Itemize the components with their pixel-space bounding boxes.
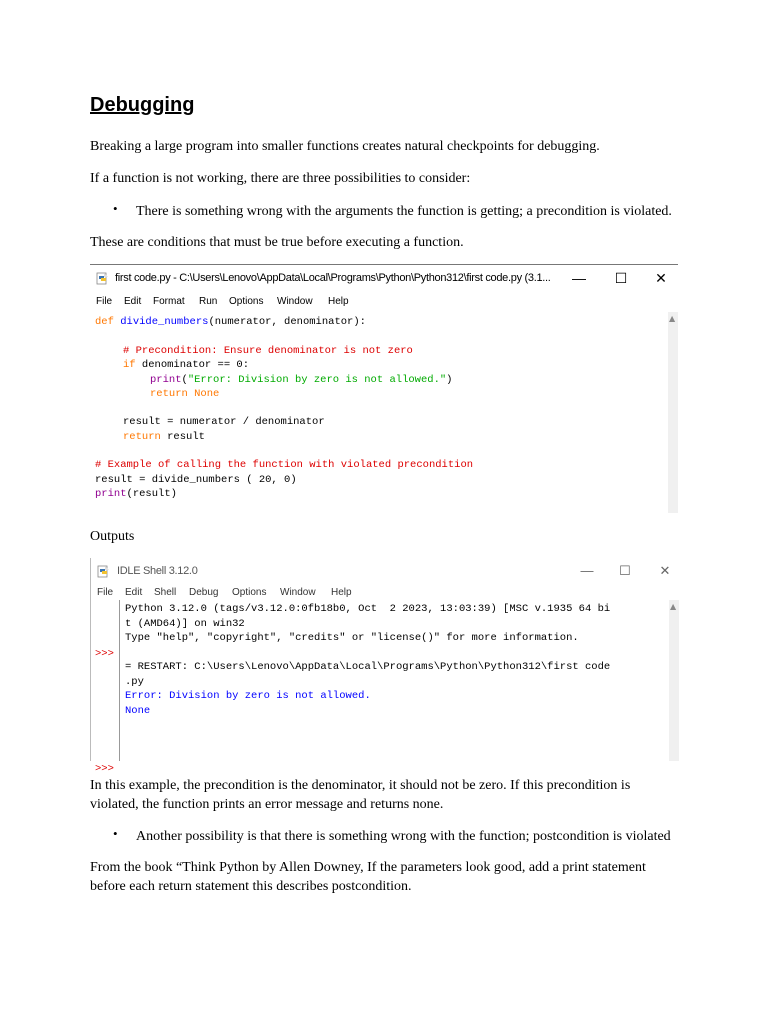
paragraph-book-line2: before each return statement this describes postcondition. <box>90 879 412 894</box>
paragraph-example-line2: violated, the function prints an error message and returns none. <box>90 797 444 812</box>
code-line[interactable] <box>95 315 666 329</box>
menu-edit[interactable]: Edit <box>125 587 143 598</box>
code-text: (numerator, denominator): <box>208 316 366 328</box>
code-text: result <box>160 431 205 443</box>
keyword: return <box>123 431 161 443</box>
code-line[interactable] <box>150 373 666 387</box>
menu-edit[interactable]: Edit <box>124 296 142 307</box>
code-line[interactable] <box>95 458 666 472</box>
menu-window[interactable]: Window <box>277 296 313 307</box>
keyword: if <box>123 359 136 371</box>
code-comment: # Example of calling the function with violated precondition <box>95 459 474 471</box>
menu-help[interactable]: Help <box>328 296 349 307</box>
code-text: denominator == 0: <box>135 359 250 371</box>
builtin: print <box>150 374 182 386</box>
shell-menu-bar <box>91 585 679 603</box>
close-button[interactable]: ✕ <box>655 270 667 286</box>
code-line[interactable] <box>95 487 666 501</box>
code-line[interactable] <box>95 473 666 487</box>
bullet-marker: • <box>113 826 118 841</box>
code-comment: # Precondition: Ensure denominator is not zero <box>123 345 413 357</box>
idle-editor-window <box>90 264 678 513</box>
python-file-icon <box>96 272 109 285</box>
bullet-postcondition: Another possibility is that there is something wrong with the function; postcondition is violated <box>136 829 671 844</box>
code-string: "Error: Division by zero is not allowed." <box>187 374 447 386</box>
shell-title: IDLE Shell 3.12.0 <box>117 565 198 577</box>
builtin: print <box>95 488 127 500</box>
paragraph-intro: Breaking a large program into smaller functions creates natural checkpoints for debugging. <box>90 139 600 154</box>
outputs-label: Outputs <box>90 529 135 544</box>
shell-output[interactable] <box>125 602 665 718</box>
page-title: Debugging <box>90 94 195 116</box>
maximize-button[interactable]: ☐ <box>619 563 631 578</box>
menu-window[interactable]: Window <box>280 587 316 598</box>
menu-run[interactable]: Run <box>199 296 218 307</box>
bullet-precondition: There is something wrong with the arguments the function is getting; a precondition is violated. <box>136 204 672 219</box>
code-text: result = numerator / denominator <box>123 416 325 428</box>
shell-result-line: None <box>125 704 151 717</box>
shell-scrollbar[interactable] <box>669 600 679 761</box>
shell-line: Python 3.12.0 (tags/v3.12.0:0fb18b0, Oct 2 2023, 13:03:39) [MSC v.1935 64 bi <box>125 603 611 615</box>
shell-line: t (AMD64)] on win32 <box>125 617 245 630</box>
bullet-marker: • <box>113 201 118 216</box>
editor-scrollbar[interactable] <box>668 312 678 513</box>
paragraph-possibilities: If a function is not working, there are three possibilities to consider: <box>90 171 471 186</box>
menu-format[interactable]: Format <box>153 296 185 307</box>
menu-help[interactable]: Help <box>331 587 352 598</box>
menu-file[interactable]: File <box>96 296 113 307</box>
code-text: ) <box>446 374 453 386</box>
code-line[interactable] <box>123 358 666 372</box>
function-name: divide_numbers <box>120 316 209 328</box>
minimize-button[interactable]: — <box>580 563 594 578</box>
code-line[interactable] <box>123 415 666 429</box>
shell-line: .py <box>125 675 144 688</box>
shell-prompt-gutter <box>91 600 120 775</box>
shell-prompt: >>> <box>95 763 114 775</box>
keyword: def <box>95 316 114 328</box>
scroll-up-icon[interactable]: ▲ <box>670 602 677 611</box>
menu-options[interactable]: Options <box>232 587 267 598</box>
code-text: (result) <box>126 488 177 500</box>
code-text: result = divide_numbers ( 20, 0) <box>95 474 297 486</box>
shell-title-bar <box>91 558 679 586</box>
code-line[interactable] <box>123 344 666 358</box>
paragraph-conditions: These are conditions that must be true before executing a function. <box>90 235 464 250</box>
menu-options[interactable]: Options <box>229 296 264 307</box>
editor-title: first code.py - C:\Users\Lenovo\AppData\Local\Programs\Python\Python312\first code.py (3.1... <box>115 272 551 284</box>
code-line[interactable] <box>123 430 666 444</box>
shell-line-blank <box>125 646 665 661</box>
menu-shell[interactable]: Shell <box>154 587 177 598</box>
code-text: ( <box>181 374 188 386</box>
idle-shell-window <box>90 558 679 775</box>
paragraph-book-line1: From the book “Think Python by Allen Downey, If the parameters look good, add a print statement <box>90 860 646 875</box>
python-file-icon <box>97 565 110 578</box>
menu-debug[interactable]: Debug <box>189 587 219 598</box>
editor-title-bar <box>90 265 678 293</box>
menu-file[interactable]: File <box>97 587 114 598</box>
editor-menu-bar <box>90 294 678 312</box>
paragraph-example-line1: In this example, the precondition is the denominator, it should not be zero. If this precondition is <box>90 778 631 793</box>
scroll-up-icon[interactable]: ▲ <box>669 314 676 323</box>
shell-error-line: Error: Division by zero is not allowed. <box>125 690 371 702</box>
code-line[interactable] <box>150 387 666 401</box>
shell-prompt: >>> <box>95 648 114 660</box>
shell-line: Type "help", "copyright", "credits" or "license()" for more information. <box>125 632 579 644</box>
close-button[interactable]: ✕ <box>659 563 671 578</box>
maximize-button[interactable]: ☐ <box>614 270 628 286</box>
minimize-button[interactable]: — <box>572 270 586 286</box>
keyword: return None <box>150 388 220 400</box>
shell-line: = RESTART: C:\Users\Lenovo\AppData\Local\Programs\Python\Python312\first code <box>125 661 611 673</box>
